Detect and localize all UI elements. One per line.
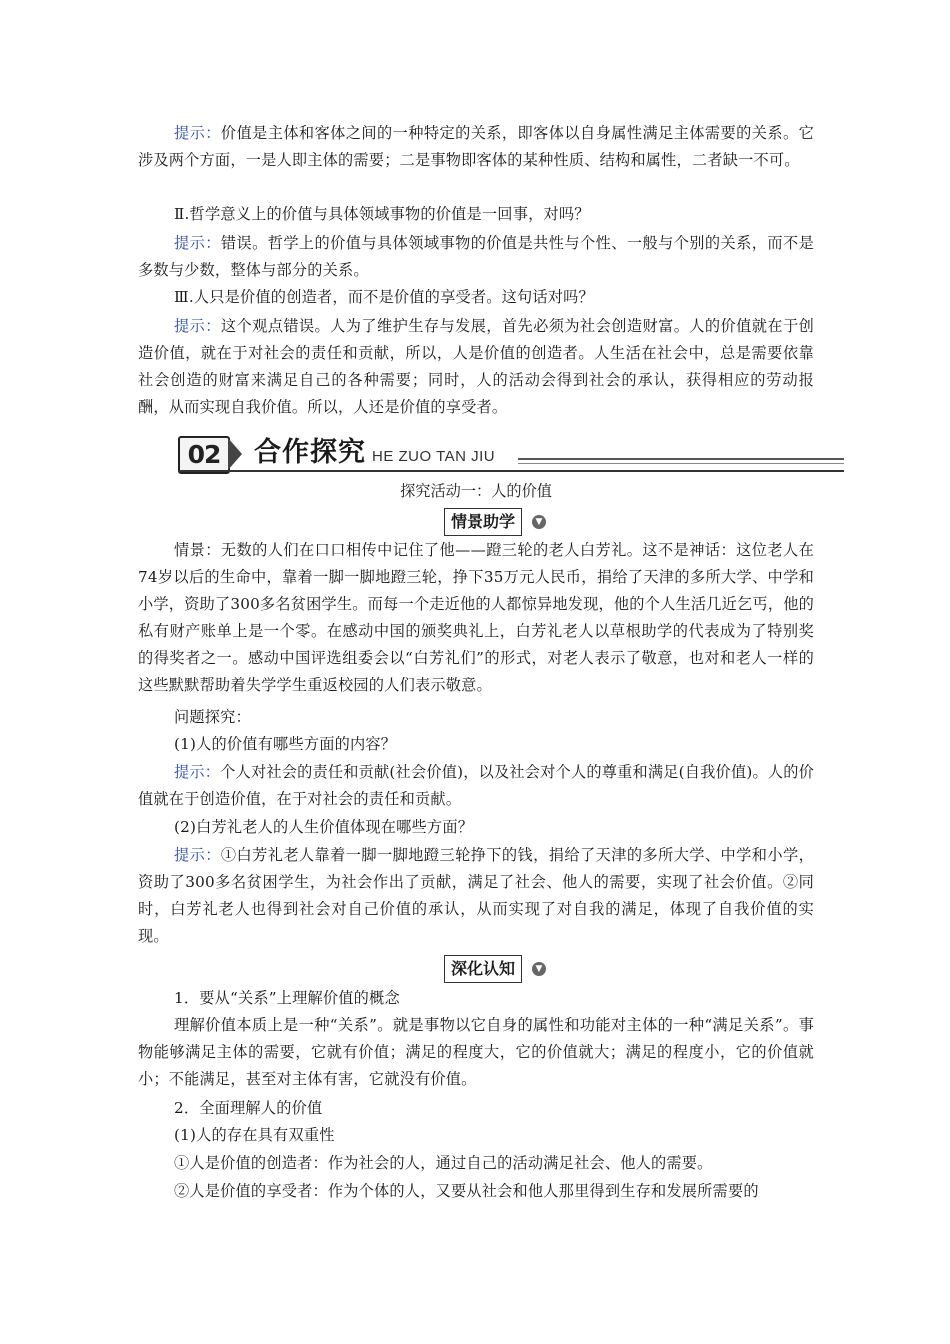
paragraph-text: (1)人的价值有哪些方面的内容？	[174, 735, 397, 753]
section-banner	[178, 432, 844, 474]
sub-point-1	[138, 1122, 814, 1149]
hint-label: 提示：	[174, 124, 221, 142]
tag-label: 情景助学	[451, 512, 516, 531]
point-1-paragraph	[138, 1012, 814, 1093]
divider-line	[518, 458, 844, 460]
sub-item-2	[138, 1178, 814, 1205]
question-heading	[138, 704, 814, 731]
question-2	[138, 201, 814, 228]
question-2b	[138, 814, 814, 841]
tag-deepen	[444, 955, 522, 983]
divider-line	[178, 470, 844, 472]
section-title: 合作探究	[254, 437, 366, 468]
activity-title: 探究活动一：人的价值	[400, 482, 552, 500]
paragraph-text: 情景：无数的人们在口口相传中记住了他——蹬三轮的老人白芳礼。这不是神话：这位老人在74岁以后的生命中，靠着一脚一脚地蹬三轮，挣下35万元人民币，捐给了天津的多所大学、中学和小学，资助了300多名贫困学生。而每一个走近他的人都惊异地发现，他的个人生活几近乞丐，他的私有财产账单上是一个零。在感动中国的颁奖典礼上，白芳礼老人以草根助学的代表成为了特别奖的得奖者之一。感动中国评选组委会以“白芳礼们”的形式，对老人表示了敬意，也对和老人一样的这些默默帮助着失学学生重返校园的人们表示敬意。	[138, 541, 814, 694]
paragraph-hint-1	[138, 120, 814, 174]
section-number-badge: 02	[178, 436, 230, 474]
paragraph-text: (1)人的存在具有双重性	[174, 1126, 335, 1144]
paragraph-hint-5	[138, 842, 814, 950]
paragraph-text: Ⅲ.人只是价值的创造者，而不是价值的享受者。这句话对吗？	[174, 288, 594, 306]
badge-arrow-icon	[228, 438, 242, 470]
point-2-heading	[138, 1095, 814, 1122]
paragraph-text: ①白芳礼老人靠着一脚一脚地蹬三轮挣下的钱，捐给了天津的多所大学、中学和小学，资助了300多名贫困学生，为社会作出了贡献，满足了社会、他人的需要，实现了社会价值。②同时，白芳礼老人也得到社会对自己价值的承认，从而实现了对自我的满足，体现了自我价值的实现。	[138, 846, 814, 945]
tag-scenario	[444, 508, 522, 536]
paragraph-text: 这个观点错误。人为了维护生存与发展，首先必须为社会创造财富。人的价值就在于创造价值，就在于对社会的责任和贡献，所以，人是价值的创造者。人生活在社会中，总是需要依靠社会创造的财富来满足自己的各种需要；同时，人的活动会得到社会的承认，获得相应的劳动报酬，从而实现自我价值。所以，人还是价值的享受者。	[138, 317, 814, 416]
paragraph-text: 1．要从“关系”上理解价值的概念	[174, 989, 400, 1007]
paragraph-text: 理解价值本质上是一种“关系”。就是事物以它自身的属性和功能对主体的一种“满足关系”。事物能够满足主体的需要，它就有价值；满足的程度大，它的价值就大；满足的程度小，它的价值就小；不能满足，甚至对主体有害，它就没有价值。	[138, 1016, 814, 1088]
chevron-down-icon: ▼	[532, 515, 546, 529]
paragraph-text: Ⅱ.哲学意义上的价值与具体领域事物的价值是一回事，对吗？	[174, 205, 590, 223]
question-3	[138, 284, 814, 311]
paragraph-text: 2．全面理解人的价值	[174, 1099, 323, 1117]
hint-label: 提示：	[174, 846, 221, 864]
paragraph-text: (2)白芳礼老人的人生价值体现在哪些方面？	[174, 818, 474, 836]
paragraph-text: 问题探究：	[174, 708, 251, 726]
hint-label: 提示：	[174, 763, 221, 781]
paragraph-hint-2	[138, 230, 814, 284]
paragraph-text: ②人是价值的享受者：作为个体的人，又要从社会和他人那里得到生存和发展所需要的	[174, 1182, 759, 1200]
paragraph-hint-3	[138, 313, 814, 421]
scenario-paragraph	[138, 537, 814, 699]
paragraph-text: 错误。哲学上的价值与具体领域事物的价值是共性与个性、一般与个别的关系，而不是多数与少数，整体与部分的关系。	[138, 234, 814, 279]
hint-label: 提示：	[174, 234, 221, 252]
section-pinyin: HE ZUO TAN JIU	[372, 448, 496, 465]
divider-line	[518, 463, 844, 464]
chevron-down-icon: ▼	[532, 962, 546, 976]
paragraph-text: 个人对社会的责任和贡献(社会价值)，以及社会对个人的尊重和满足(自我价值)。人的价值就在于创造价值，在于对社会的责任和贡献。	[138, 763, 815, 808]
sub-item-1	[138, 1150, 814, 1177]
paragraph-hint-4	[138, 759, 814, 813]
tag-label: 深化认知	[451, 959, 516, 978]
paragraph-text: ①人是价值的创造者：作为社会的人，通过自己的活动满足社会、他人的需要。	[174, 1154, 713, 1172]
point-1-heading	[138, 985, 814, 1012]
question-1	[138, 731, 814, 758]
paragraph-text: 价值是主体和客体之间的一种特定的关系，即客体以自身属性满足主体需要的关系。它涉及两个方面，一是人即主体的需要；二是事物即客体的某种性质、结构和属性，二者缺一不可。	[138, 124, 814, 169]
hint-label: 提示：	[174, 317, 221, 335]
